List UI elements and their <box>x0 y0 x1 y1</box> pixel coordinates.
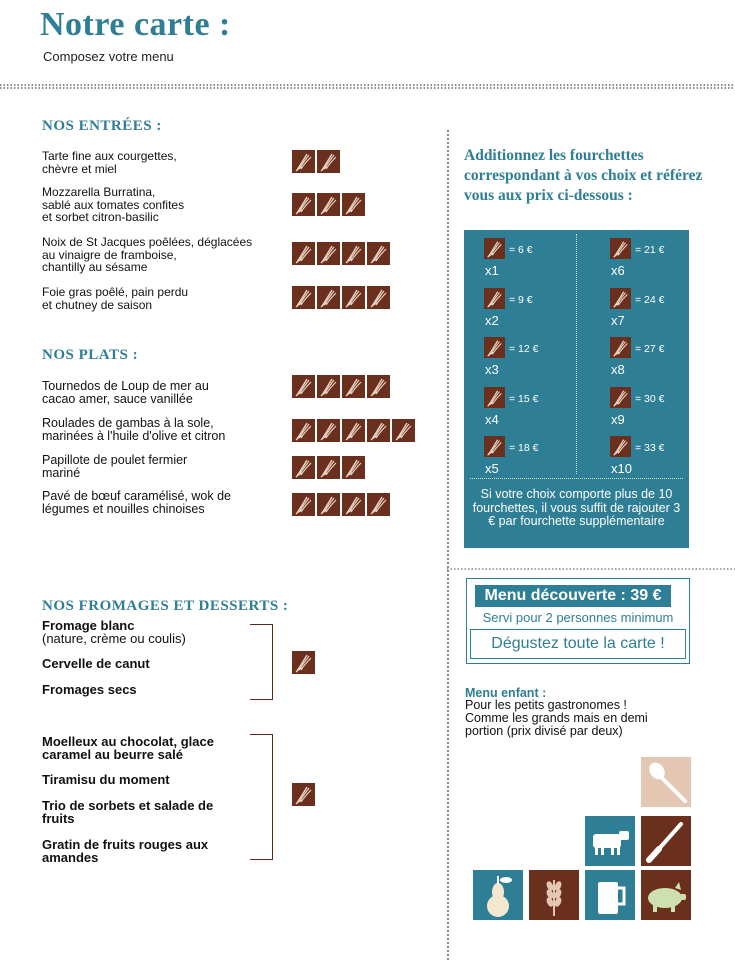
fork-icon <box>317 419 340 442</box>
section-plats-heading: NOS PLATS : <box>42 347 139 363</box>
price-cell <box>610 387 710 431</box>
price-note: Si votre choix comporte plus de 10 fourchettes, il vous suffit de rajouter 3 € par fourchette supplémentaire <box>472 487 681 528</box>
fork-icon <box>610 387 631 408</box>
fork-icon <box>484 436 505 457</box>
fork-icon <box>292 286 315 309</box>
fork-rating <box>292 651 315 674</box>
fork-count: x2 <box>485 312 499 328</box>
menu-decouverte-title: Menu découverte : 39 € <box>475 585 671 607</box>
fork-icon <box>342 419 365 442</box>
fork-count: x1 <box>485 263 499 278</box>
dotted-divider <box>0 84 735 89</box>
dessert-2: Tiramisu du moment <box>42 772 170 787</box>
wheat-icon <box>529 870 579 920</box>
fork-icon <box>292 150 315 173</box>
fork-icon <box>292 783 315 806</box>
price-value: = 18 € <box>509 442 539 454</box>
fork-icon <box>484 288 505 309</box>
fork-icon <box>292 375 315 398</box>
fork-icon <box>292 651 315 674</box>
price-value: = 33 € <box>635 442 665 454</box>
dish-entree-1: Tarte fine aux courgettes, chèvre et miel <box>42 149 177 176</box>
menu-decouverte-cta: Dégustez toute la carte ! <box>470 629 686 659</box>
fork-icon <box>317 150 340 173</box>
fork-icon <box>367 242 390 265</box>
dessert-4: Gratin de fruits rouges aux amandes <box>42 837 209 865</box>
price-cell <box>484 288 584 332</box>
price-cell <box>484 238 584 282</box>
section-entrees-heading: NOS ENTRÉES : <box>42 118 162 134</box>
fork-icon <box>610 288 631 309</box>
section-fromages-heading: NOS FROMAGES ET DESSERTS : <box>42 598 289 614</box>
menu-enfant-text: Pour les petits gastronomes ! Comme les grands mais en demi portion (prix divisé par deux) <box>465 698 648 738</box>
page-subtitle: Composez votre menu <box>43 49 174 64</box>
bracket <box>250 734 273 860</box>
fork-icon <box>367 286 390 309</box>
fork-icon <box>317 456 340 479</box>
fork-rating <box>292 493 390 516</box>
price-value: = 6 € <box>509 244 533 256</box>
column-divider <box>447 130 449 960</box>
price-cell <box>484 387 584 431</box>
fork-rating <box>292 193 365 216</box>
dish-plat-3: Papillote de poulet fermier mariné <box>42 453 188 480</box>
fork-count: x3 <box>485 362 499 377</box>
fork-count: x8 <box>611 362 625 377</box>
fork-icon <box>484 337 505 358</box>
fork-icon <box>292 456 315 479</box>
price-cell <box>610 238 710 282</box>
menu-decouverte <box>466 578 690 664</box>
dessert-3: Trio de sorbets et salade de fruits <box>42 798 214 826</box>
fork-count: x5 <box>485 461 499 476</box>
fork-icon <box>367 493 390 516</box>
fork-icon <box>317 375 340 398</box>
price-value: = 15 € <box>509 392 539 405</box>
fork-count: x6 <box>611 263 625 278</box>
fork-rating <box>292 375 390 398</box>
price-value: = 21 € <box>635 244 665 256</box>
fork-icon <box>317 286 340 309</box>
fork-icon <box>610 238 631 259</box>
fork-icon <box>484 238 505 259</box>
dish-entree-3: Noix de St Jacques poêlées, déglacées au vinaigre de framboise, chantilly au sésame <box>42 235 253 274</box>
fork-rating <box>292 419 415 442</box>
pear-icon <box>473 870 523 920</box>
fork-icon <box>342 375 365 398</box>
price-value: = 24 € <box>635 293 665 306</box>
fork-rating <box>292 286 390 309</box>
price-value: = 27 € <box>635 343 665 355</box>
fork-icon <box>367 375 390 398</box>
dish-plat-1: Tournedos de Loup de mer au cacao amer, sauce vanillée <box>42 379 209 406</box>
fork-icon <box>317 493 340 516</box>
page-title: Notre carte : <box>40 6 231 43</box>
fromage-2: Cervelle de canut <box>42 656 150 671</box>
dish-entree-4: Foie gras poêlé, pain perdu et chutney de saison <box>42 285 189 312</box>
fork-icon <box>610 337 631 358</box>
fork-rating <box>292 242 390 265</box>
fork-icon <box>292 193 315 216</box>
fork-icon <box>342 286 365 309</box>
fork-icon <box>367 419 390 442</box>
price-cell <box>610 436 710 480</box>
fromage-1-name: Fromage blanc <box>42 618 135 633</box>
fork-icon <box>292 493 315 516</box>
price-value: = 12 € <box>509 343 539 355</box>
fork-icon <box>292 242 315 265</box>
dessert-1: Moelleux au chocolat, glace caramel au beurre salé <box>42 734 214 762</box>
fork-icon <box>484 387 505 408</box>
price-value: = 9 € <box>509 293 533 306</box>
fork-icon <box>317 242 340 265</box>
dish-plat-4: Pavé de bœuf caramélisé, wok de légumes et nouilles chinoises <box>42 489 231 516</box>
pricing-instructions: Additionnez les fourchettes correspondant à vos choix et référez vous aux prix ci-dessous : <box>464 147 703 204</box>
fork-count: x4 <box>485 411 499 427</box>
fork-icon <box>317 193 340 216</box>
menu-enfant-title: Menu enfant : <box>465 686 547 700</box>
price-cell <box>484 436 584 480</box>
menu-decouverte-sub: Servi pour 2 personnes minimum <box>482 610 674 625</box>
price-table <box>464 230 689 548</box>
fork-icon <box>392 419 415 442</box>
fork-rating <box>292 456 365 479</box>
fork-count: x7 <box>611 312 625 328</box>
fromage-1-detail: (nature, crème ou coulis) <box>42 631 186 646</box>
fork-icon <box>610 436 631 457</box>
price-cell <box>484 337 584 381</box>
price-cell <box>610 288 710 332</box>
price-value: = 30 € <box>635 392 665 405</box>
pig-icon <box>641 870 691 920</box>
fork-icon <box>342 493 365 516</box>
mug-icon <box>585 870 635 920</box>
fork-icon <box>342 456 365 479</box>
fromage-3: Fromages secs <box>42 682 137 697</box>
dish-entree-2: Mozzarella Burratina, sablé aux tomates confites et sorbet citron-basilic <box>42 185 185 224</box>
knife-icon <box>641 816 691 866</box>
price-cell <box>610 337 710 381</box>
fork-count: x9 <box>611 411 625 427</box>
fromage-1 <box>42 619 186 645</box>
dotted-divider-right <box>447 568 735 571</box>
fork-icon <box>342 242 365 265</box>
spoon-icon <box>641 757 691 807</box>
bracket <box>250 624 273 700</box>
fork-count: x10 <box>611 461 632 476</box>
cow-icon <box>585 816 635 866</box>
fork-icon <box>342 193 365 216</box>
fork-icon <box>292 419 315 442</box>
fork-rating <box>292 783 315 806</box>
dish-plat-2: Roulades de gambas à la sole, marinées à l'huile d'olive et citron <box>42 416 226 443</box>
fork-rating <box>292 150 340 173</box>
